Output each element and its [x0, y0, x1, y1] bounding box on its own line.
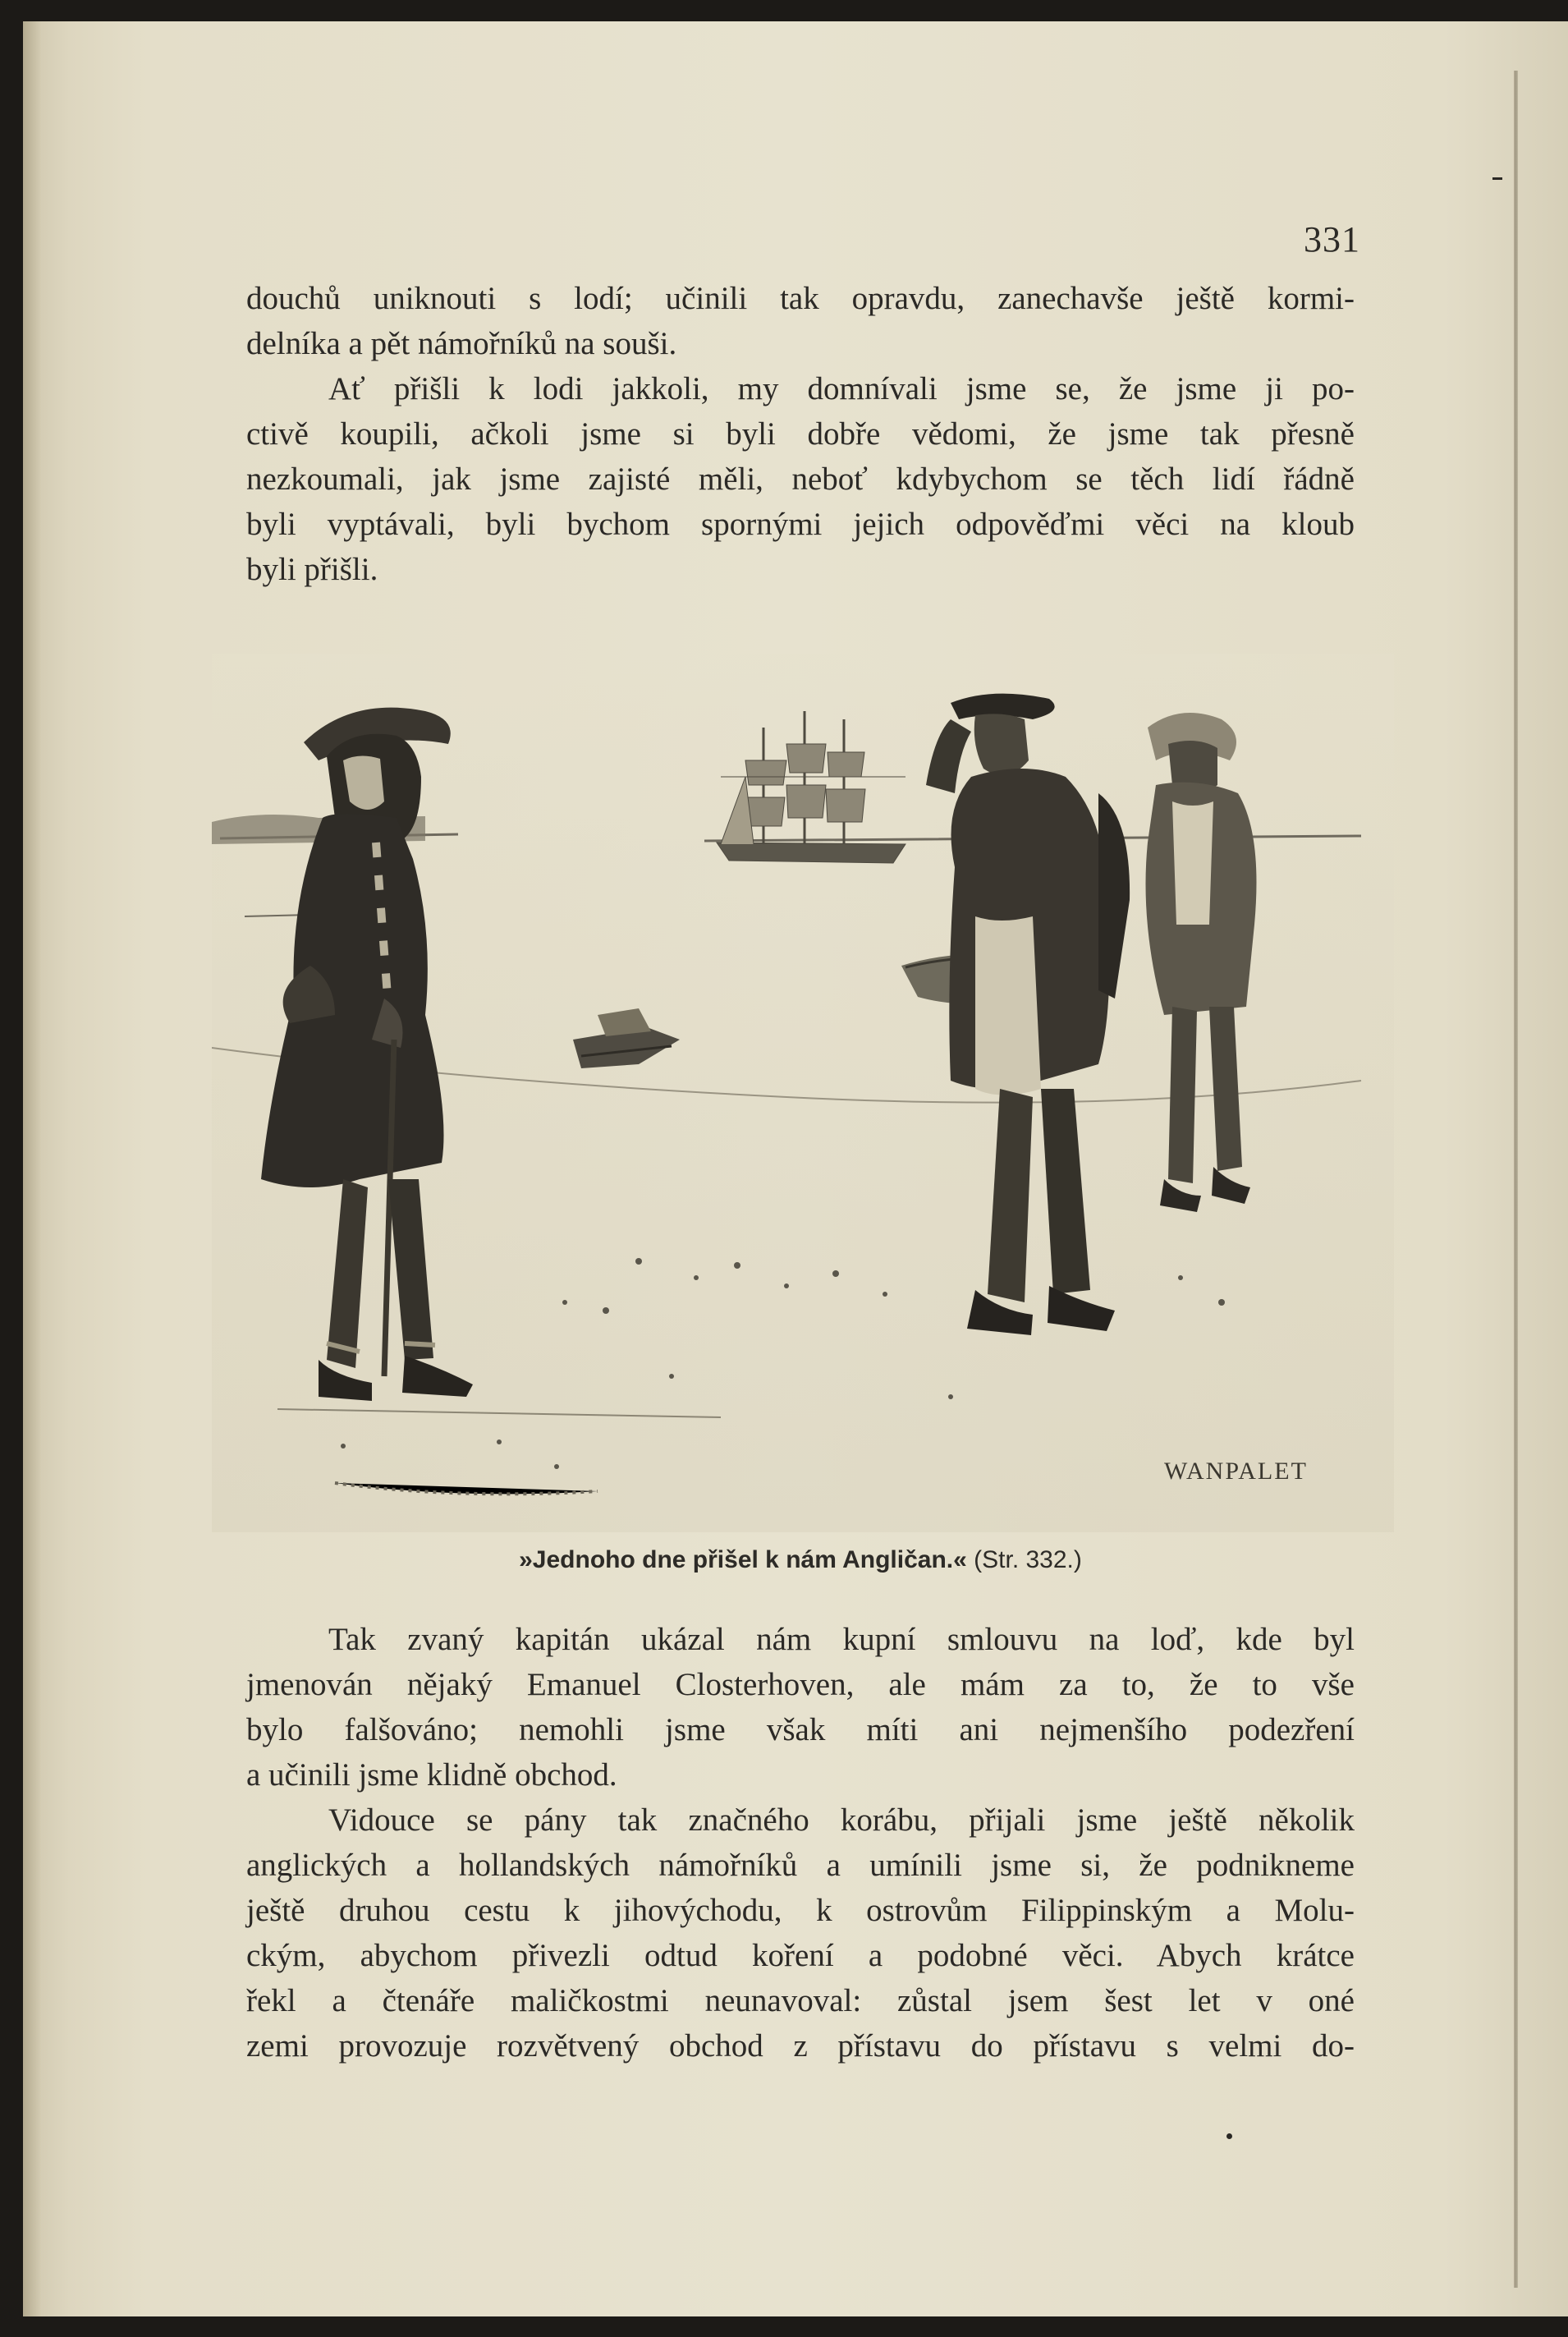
text-line: řekl a čtenáře maličkostmi neunavoval: zůstal jsem šest let v oné [246, 1983, 1355, 2018]
ink-mark [1226, 2133, 1232, 2139]
illustration-caption [246, 1546, 1355, 1574]
paragraph-2 [246, 366, 1355, 592]
text-line: ckým, abychom přivezli odtud koření a podobné věci. Abych krátce [246, 1938, 1355, 1973]
text-line: byli přišli. [246, 552, 378, 587]
artist-signature: WANPALET [1164, 1458, 1308, 1485]
book-page [23, 21, 1568, 2316]
text-line: a učinili jsme klidně obchod. [246, 1757, 617, 1793]
paragraph-3 [246, 1617, 1355, 1798]
caption-page-reference: (Str. 332.) [974, 1546, 1082, 1573]
caption-title: »Jednoho dne přišel k nám Angličan.« [519, 1546, 967, 1573]
paragraph-continued [246, 276, 1355, 366]
ink-mark [1492, 177, 1502, 180]
text-line: byli vyptávali, byli bychom spornými jejich odpověďmi věci na kloub [246, 507, 1355, 542]
text-line: delníka a pět námořníků na souši. [246, 326, 677, 361]
engraving-illustration [212, 654, 1394, 1532]
text-line: Tak zvaný kapitán ukázal nám kupní smlouvu na loď, kde byl [328, 1622, 1355, 1657]
text-line: ještě druhou cestu k jihovýchodu, k ostrovům Filippinským a Molu- [246, 1893, 1355, 1928]
text-line: nezkoumali, jak jsme zajisté měli, neboť kdybychom se těch lidí řádně [246, 461, 1355, 497]
page-binding-edge [1514, 71, 1518, 2288]
text-line: zemi provozuje rozvětvený obchod z přístavu do přístavu s velmi do- [246, 2028, 1355, 2064]
paragraph-4 [246, 1798, 1355, 2068]
text-line: ctivě koupili, ačkoli jsme si byli dobře vědomi, že jsme tak přesně [246, 416, 1355, 452]
text-line: bylo falšováno; nemohli jsme však míti ani nejmenšího podezření [246, 1712, 1355, 1747]
text-line: Vidouce se pány tak značného korábu, přijali jsme ještě několik [328, 1802, 1355, 1838]
page-number: 331 [1304, 219, 1360, 259]
text-line: douchů uniknouti s lodí; učinili tak opravdu, zanechavše ještě kormi- [246, 281, 1355, 316]
text-line: Ať přišli k lodi jakkoli, my domnívali jsme se, že jsme ji po- [328, 371, 1355, 406]
text-line: anglických a hollandských námořníků a umínili jsme si, že podnikneme [246, 1848, 1355, 1883]
text-line: jmenován nějaký Emanuel Closterhoven, ale mám za to, že to vše [246, 1667, 1355, 1702]
